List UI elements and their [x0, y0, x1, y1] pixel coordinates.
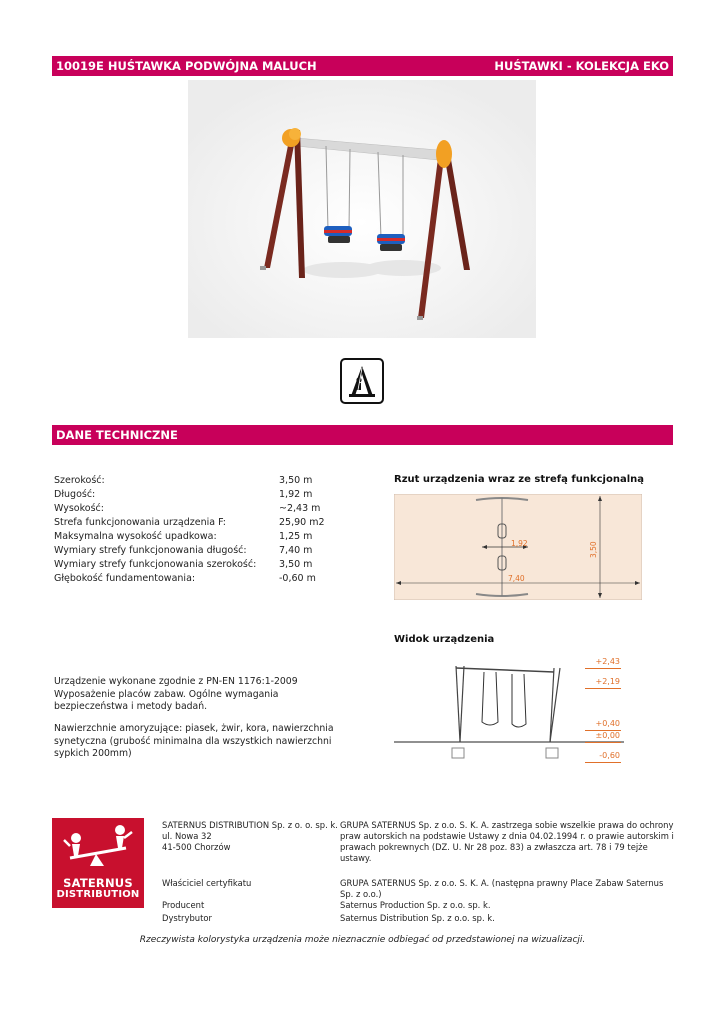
plan-dim-depth: 1,92	[511, 539, 528, 548]
company-address	[162, 820, 338, 853]
spec-row	[54, 502, 344, 516]
spec-label: Głębokość fundamentowania:	[54, 573, 196, 584]
level-label: ±0,00	[595, 731, 620, 740]
section-title: DANE TECHNICZNE	[56, 428, 178, 442]
level-label: -0,60	[599, 751, 620, 760]
spec-value: 3,50 m	[279, 475, 313, 486]
technical-specs	[54, 474, 344, 586]
company-city: 41-500 Chorzów	[162, 842, 231, 852]
collection-title: HUŚTAWKI - KOLEKCJA EKO	[494, 59, 669, 73]
level-line	[585, 668, 621, 669]
surface-note: Nawierzchnie amoryzujące: piasek, żwir, kora, nawierzchnia synetyczna (grubość minimalna dla wszystkich nawierzchni sypkich 200mm)	[54, 723, 334, 760]
spec-label: Długość:	[54, 489, 96, 500]
child-swing-pictogram-icon	[340, 358, 384, 404]
spec-row	[54, 530, 344, 544]
spec-label: Wymiary strefy funkcjonowania długość:	[54, 545, 247, 556]
company-street: ul. Nowa 32	[162, 831, 212, 841]
product-header-bar	[52, 56, 673, 76]
logo-line2: DISTRIBUTION	[56, 889, 140, 900]
spec-row	[54, 516, 344, 530]
plan-view-drawing	[394, 494, 642, 600]
spec-value: ~2,43 m	[279, 503, 321, 514]
spec-row	[54, 572, 344, 586]
product-illustration	[188, 80, 536, 338]
cert-value: GRUPA SATERNUS Sp. z o.o. S. K. A. (następna prawny Place Zabaw Saternus Sp. z o.o.)	[340, 878, 664, 899]
company-name: SATERNUS DISTRIBUTION Sp. z o. o. sp. k.	[162, 820, 338, 830]
spec-value: 25,90 m2	[279, 517, 325, 528]
distributor-label: Dystrybutor	[162, 913, 212, 923]
spec-label: Wymiary strefy funkcjonowania szerokość:	[54, 559, 257, 570]
spec-value: -0,60 m	[279, 573, 316, 584]
level-line	[585, 688, 621, 689]
spec-row	[54, 488, 344, 502]
spec-label: Wysokość:	[54, 503, 104, 514]
spec-row	[54, 474, 344, 488]
level-label: +2,19	[595, 677, 620, 686]
spec-value: 3,50 m	[279, 559, 313, 570]
section-header-bar	[52, 425, 673, 445]
plan-view-title: Rzut urządzenia wraz ze strefą funkcjonalną	[394, 474, 645, 485]
producer-value: Saternus Production Sp. z o.o. sp. k.	[340, 900, 491, 910]
spec-value: 1,25 m	[279, 531, 313, 542]
norm-note: Urządzenie wykonane zgodnie z PN-EN 1176:1-2009 Wyposażenie placów zabaw. Ogólne wymagania bezpieczeństwa i metody badań.	[54, 676, 298, 713]
spec-label: Szerokość:	[54, 475, 105, 486]
spec-row	[54, 558, 344, 572]
level-line	[585, 742, 621, 743]
spec-row	[54, 544, 344, 558]
product-title: 10019E HUŚTAWKA PODWÓJNA MALUCH	[56, 59, 317, 73]
spec-label: Strefa funkcjonowania urządzenia F:	[54, 517, 226, 528]
spec-value: 1,92 m	[279, 489, 313, 500]
spec-label: Maksymalna wysokość upadkowa:	[54, 531, 217, 542]
level-label: +2,43	[595, 657, 620, 666]
level-label: +0,40	[595, 719, 620, 728]
spec-value: 7,40 m	[279, 545, 313, 556]
distributor-value: Saternus Distribution Sp. z o.o. sp. k.	[340, 913, 495, 923]
color-disclaimer: Rzeczywista kolorystyka urządzenia może nieznacznie odbiegać od przedstawionej na wizualizacji.	[139, 935, 586, 945]
side-view-title: Widok urządzenia	[394, 634, 495, 645]
plan-dim-length: 7,40	[508, 574, 525, 583]
cert-label: Właściciel certyfikatu	[162, 878, 252, 888]
logo-text	[52, 878, 144, 900]
copyright-notice: GRUPA SATERNUS Sp. z o.o. S. K. A. zastrzega sobie wszelkie prawa do ochrony praw autorskich na podstawie Ustawy z dnia 04.02.1994 r. o prawie autorskim i prawach pokrewnych (DZ. U. Nr 28 poz. 83) a zwłaszcza art. 78 i 79 tejże ustawy.	[340, 820, 674, 863]
seesaw-children-icon	[52, 818, 144, 878]
plan-dim-width: 3,50	[589, 541, 598, 558]
level-line	[585, 762, 621, 763]
logo-line1: SATERNUS	[63, 876, 133, 890]
producer-label: Producent	[162, 900, 205, 910]
